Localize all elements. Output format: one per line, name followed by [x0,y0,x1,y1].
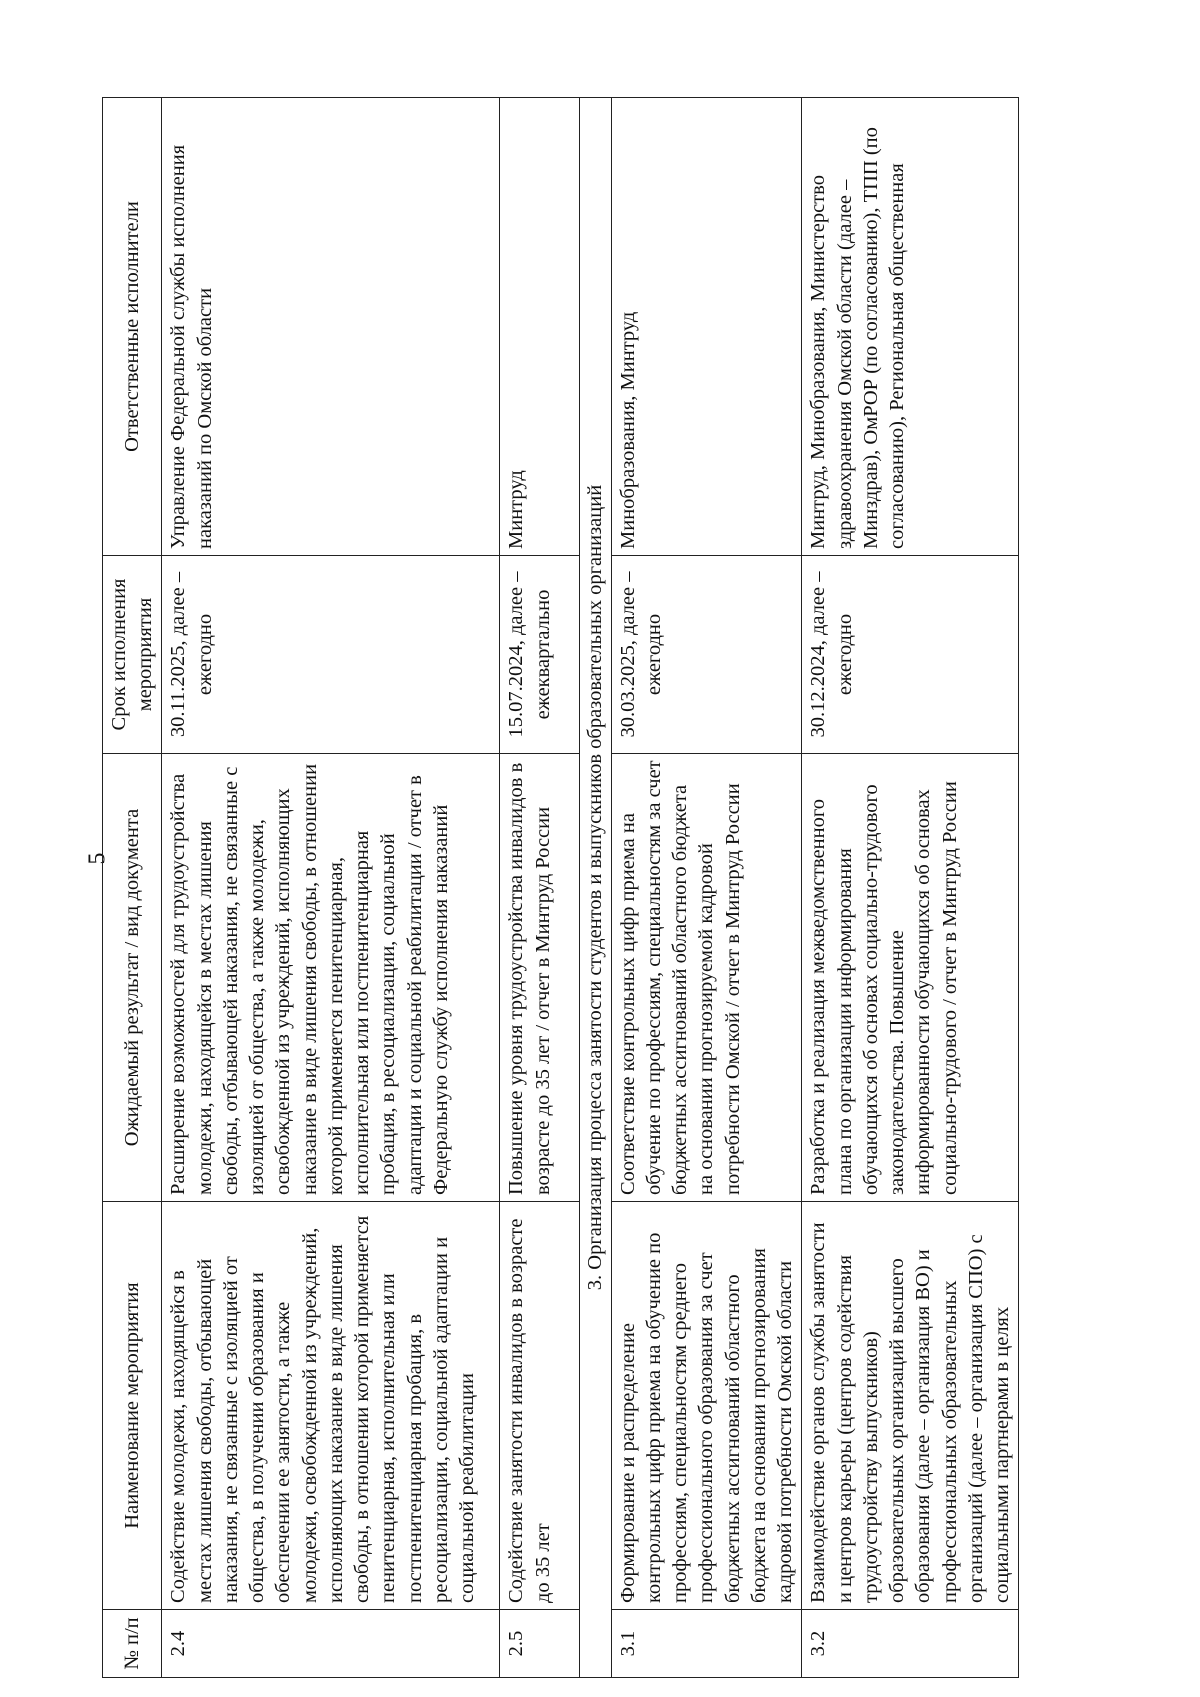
row-term: 15.07.2024, далее – ежеквартально [500,556,580,754]
row-responsible: Минтруд [500,98,580,556]
header-term: Срок исполнения мероприятия [103,556,162,754]
row-result: Расширение возможностей для трудоустройства молодежи, находящейся в местах лишения свободы, отбывающей наказания, не связанные с изоляцией от общества, а также молодежи, освобожденной из учреждений, исполняющих наказание в виде лишения свободы, в отношении которой применяется пенитенциарная, исполнительная или постпенитенциарная пробация, в ресоциализации, социальной адаптации и социальной реабилитации / отчет в Федеральную службу исполнения наказаний [162,754,500,1202]
row-term: 30.03.2025, далее – ежегодно [611,556,802,754]
events-table [102,97,1019,1678]
row-result: Повышение уровня трудоустройства инвалидов в возрасте до 35 лет / отчет в Минтруд России [500,754,580,1202]
row-responsible: Минобразования, Минтруд [611,98,802,556]
row-num: 2.4 [162,1610,500,1678]
header-name: Наименование мероприятия [103,1202,162,1610]
header-num: № п/п [103,1610,162,1678]
header-result: Ожидаемый результат / вид документа [103,754,162,1202]
header-row [103,98,162,1678]
table-row [802,98,1019,1678]
row-name: Взаимодействие органов службы занятости и центров карьеры (центров содействия трудоустройству выпускников) образовательных организаций высшего образования (далее – организация ВО) и профессиональных образовательных организаций (далее – организация СПО) с социальными партнерами в целях [802,1202,1019,1610]
table-row [611,98,802,1678]
page-number: 5 [84,852,111,865]
row-term: 30.12.2024, далее – ежегодно [802,556,1019,754]
section-row [580,98,611,1678]
table-row [500,98,580,1678]
header-responsible: Ответственные исполнители [103,98,162,556]
row-num: 3.2 [802,1610,1019,1678]
row-result: Соответствие контрольных цифр приема на обучение по профессиям, специальностям за счет бюджетных ассигнований областного бюджета на основании прогнозируемой кадровой потребности Омской / отчет в Минтруд России [611,754,802,1202]
row-name: Содействие молодежи, находящейся в местах лишения свободы, отбывающей наказания, не связанные с изоляцией от общества, в получении образования и обеспечении ее занятости, а также молодежи, освобожденной из учреждений, исполняющих наказание в виде лишения свободы, в отношении которой применяется пенитенциарная, исполнительная или постпенитенциарная пробация, в ресоциализации, социальной адаптации и социальной реабилитации [162,1202,500,1610]
row-responsible: Управление Федеральной службы исполнения наказаний по Омской области [162,98,500,556]
rotated-table-container [102,98,1112,1678]
table-row [162,98,500,1678]
row-term: 30.11.2025, далее – ежегодно [162,556,500,754]
row-result: Разработка и реализация межведомственного плана по организации информирования обучающихся об основах социально-трудового законодательства. Повышение информированности обучающихся об основах социально-трудового / отчет в Минтруд России [802,754,1019,1202]
section-title: 3. Организация процесса занятости студентов и выпускников образовательных организаций [580,98,611,1678]
row-num: 2.5 [500,1610,580,1678]
row-name: Формирование и распределение контрольных цифр приема на обучение по профессиям, специальностям среднего профессионального образования за счет бюджетных ассигнований областного бюджета на основании прогнозирования кадровой потребности Омской области [611,1202,802,1610]
row-num: 3.1 [611,1610,802,1678]
row-name: Содействие занятости инвалидов в возрасте до 35 лет [500,1202,580,1610]
row-responsible: Минтруд, Минобразования, Министерство здравоохранения Омской области (далее – Минздрав), ОмРОР (по согласованию), ТПП (по согласованию), Региональная общественная [802,98,1019,556]
